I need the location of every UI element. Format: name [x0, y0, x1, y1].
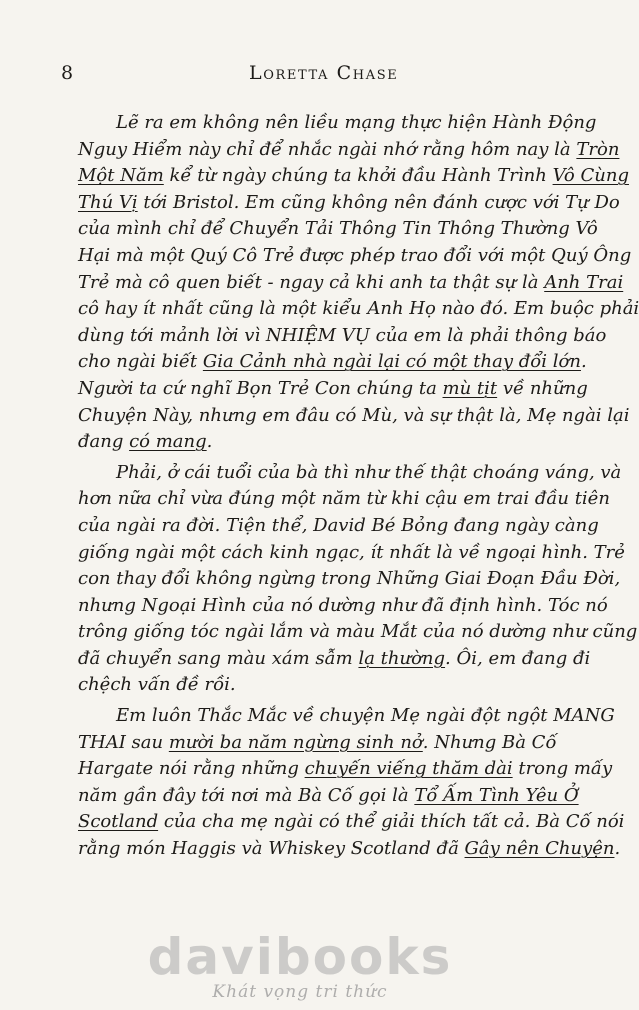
text-line	[78, 783, 579, 810]
text-line	[78, 566, 621, 593]
text-line	[78, 809, 625, 836]
underlined-text: Gia Cảnh nhà ngài lại có một thay đổi lớn	[202, 351, 581, 373]
text-run: kể từ ngày chúng ta khởi đầu Hành Trình	[163, 165, 553, 187]
text-run: của ngài ra đời. Tiện thể, David Bé Bỏng đang ngày càng	[78, 514, 599, 536]
underlined-text: mù tịt	[442, 377, 498, 399]
text-run: Hargate nói rằng những	[78, 758, 305, 780]
underlined-text: Tròn	[576, 138, 620, 160]
text-line	[78, 540, 625, 567]
text-run: Lẽ ra em không nên liều mạng thực hiện Hành Động	[116, 112, 597, 133]
text-run: Phải, ở cái tuổi của bà thì như thế thật choáng váng, và	[116, 461, 622, 483]
text-line	[78, 323, 607, 350]
text-line	[78, 403, 630, 430]
text-run: dùng tới mảnh lời vì NHIỆM VỤ của em là phải thông báo	[78, 324, 607, 346]
paragraph	[78, 460, 638, 699]
text-run: cho ngài biết	[78, 351, 203, 373]
text-line	[78, 646, 591, 673]
letter-body	[78, 110, 639, 867]
text-run: về những	[497, 377, 588, 399]
underlined-text: Vô Cùng	[552, 165, 629, 187]
text-run: rằng món Haggis và Whiskey Scotland đã	[78, 838, 465, 860]
text-run: tới Bristol. Em cũng không nên đánh cược với Tự Do	[137, 191, 620, 213]
text-run: giống ngài một cách kinh ngạc, ít nhất là về ngoại hình. Trẻ	[78, 541, 625, 563]
text-run: của mình chỉ để Chuyển Tải Thông Tin Thông Thường Vô	[78, 218, 598, 240]
text-run: Em luôn Thắc Mắc về chuyện Mẹ ngài đột ngột MANG	[116, 705, 615, 727]
text-run: .	[580, 351, 587, 373]
text-run: chệch vấn đề rồi.	[78, 674, 236, 696]
underlined-text: lạ thường	[358, 647, 446, 669]
underlined-text: Scotland	[78, 811, 159, 833]
text-run: . Nhưng Bà Cố	[422, 731, 557, 753]
watermark-brand: davibooks	[147, 928, 453, 986]
text-line	[78, 730, 557, 757]
text-run: .	[614, 838, 621, 860]
underlined-text: chuyến viếng thăm dài	[304, 758, 513, 780]
page-number: 8	[61, 62, 74, 84]
text-line	[78, 460, 622, 487]
text-line	[78, 513, 599, 540]
text-line	[78, 163, 629, 190]
text-run: Trẻ mà cô quen biết - ngay cả khi anh ta thật sự là	[78, 271, 545, 293]
text-run: hơn nữa chỉ vừa đúng một năm từ khi cậu em trai đầu tiên	[78, 488, 610, 510]
text-run: Hại mà một Quý Cô Trẻ được phép trao đổi với một Quý Ông	[78, 244, 632, 266]
text-run: THAI sau	[78, 731, 169, 753]
underlined-text: mười ba năm ngừng sinh nở	[168, 731, 423, 753]
text-line	[78, 756, 613, 783]
text-line	[78, 376, 588, 403]
text-line	[78, 619, 638, 646]
text-line	[78, 110, 597, 137]
text-line	[78, 349, 587, 376]
text-run: đã chuyển sang màu xám sẫm	[78, 647, 359, 669]
text-run: nhưng Ngoại Hình của nó dường như đã định hình. Tóc nó	[78, 594, 608, 616]
underlined-text: Thú Vị	[78, 191, 138, 213]
text-run: Nguy Hiểm này chỉ để nhắc ngài nhớ rằng hôm nay là	[78, 138, 577, 160]
text-line	[78, 836, 621, 863]
text-run: trong mấy	[512, 758, 613, 780]
text-line	[78, 296, 639, 323]
text-run: .	[206, 431, 213, 453]
text-line	[78, 216, 598, 243]
text-run: năm gần đây tới nơi mà Bà Cố gọi là	[78, 784, 415, 806]
text-line	[78, 703, 615, 730]
watermark-tagline: Khát vọng tri thức	[212, 982, 388, 1002]
text-run: con thay đổi không ngừng trong Những Giai Đoạn Đầu Đời,	[78, 568, 621, 590]
text-line	[78, 672, 550, 699]
paragraph	[78, 110, 639, 456]
text-line	[78, 190, 620, 217]
text-line	[78, 593, 608, 620]
paragraph	[78, 703, 625, 863]
text-line	[78, 137, 620, 164]
text-run: Chuyện Này, nhưng em đâu có Mù, và sự thật là, Mẹ ngài lại	[78, 404, 630, 426]
text-line	[78, 429, 550, 456]
text-run: trông giống tóc ngài lắm và màu Mắt của nó dường như cũng	[78, 621, 638, 643]
text-run: . Ôi, em đang đi	[445, 647, 591, 669]
text-run: của cha mẹ ngài có thể giải thích tất cả. Bà Cố nói	[158, 811, 625, 833]
page-header	[61, 62, 552, 88]
text-line	[78, 243, 632, 270]
underlined-text: Một Năm	[78, 165, 164, 187]
text-run: cô hay ít nhất cũng là một kiểu Anh Họ nào đó. Em buộc phải	[78, 298, 639, 320]
underlined-text: Gây nên Chuyện	[464, 838, 615, 860]
text-run: Người ta cứ nghĩ Bọn Trẻ Con chúng ta	[78, 377, 443, 399]
running-head: Loretta Chase	[249, 62, 399, 84]
text-run: đang	[78, 431, 130, 453]
text-line	[78, 270, 624, 297]
underlined-text: Anh Trai	[544, 271, 624, 293]
text-line	[78, 486, 610, 513]
underlined-text: có mang	[129, 431, 207, 453]
underlined-text: Tổ Ấm Tình Yêu Ở	[414, 784, 579, 806]
